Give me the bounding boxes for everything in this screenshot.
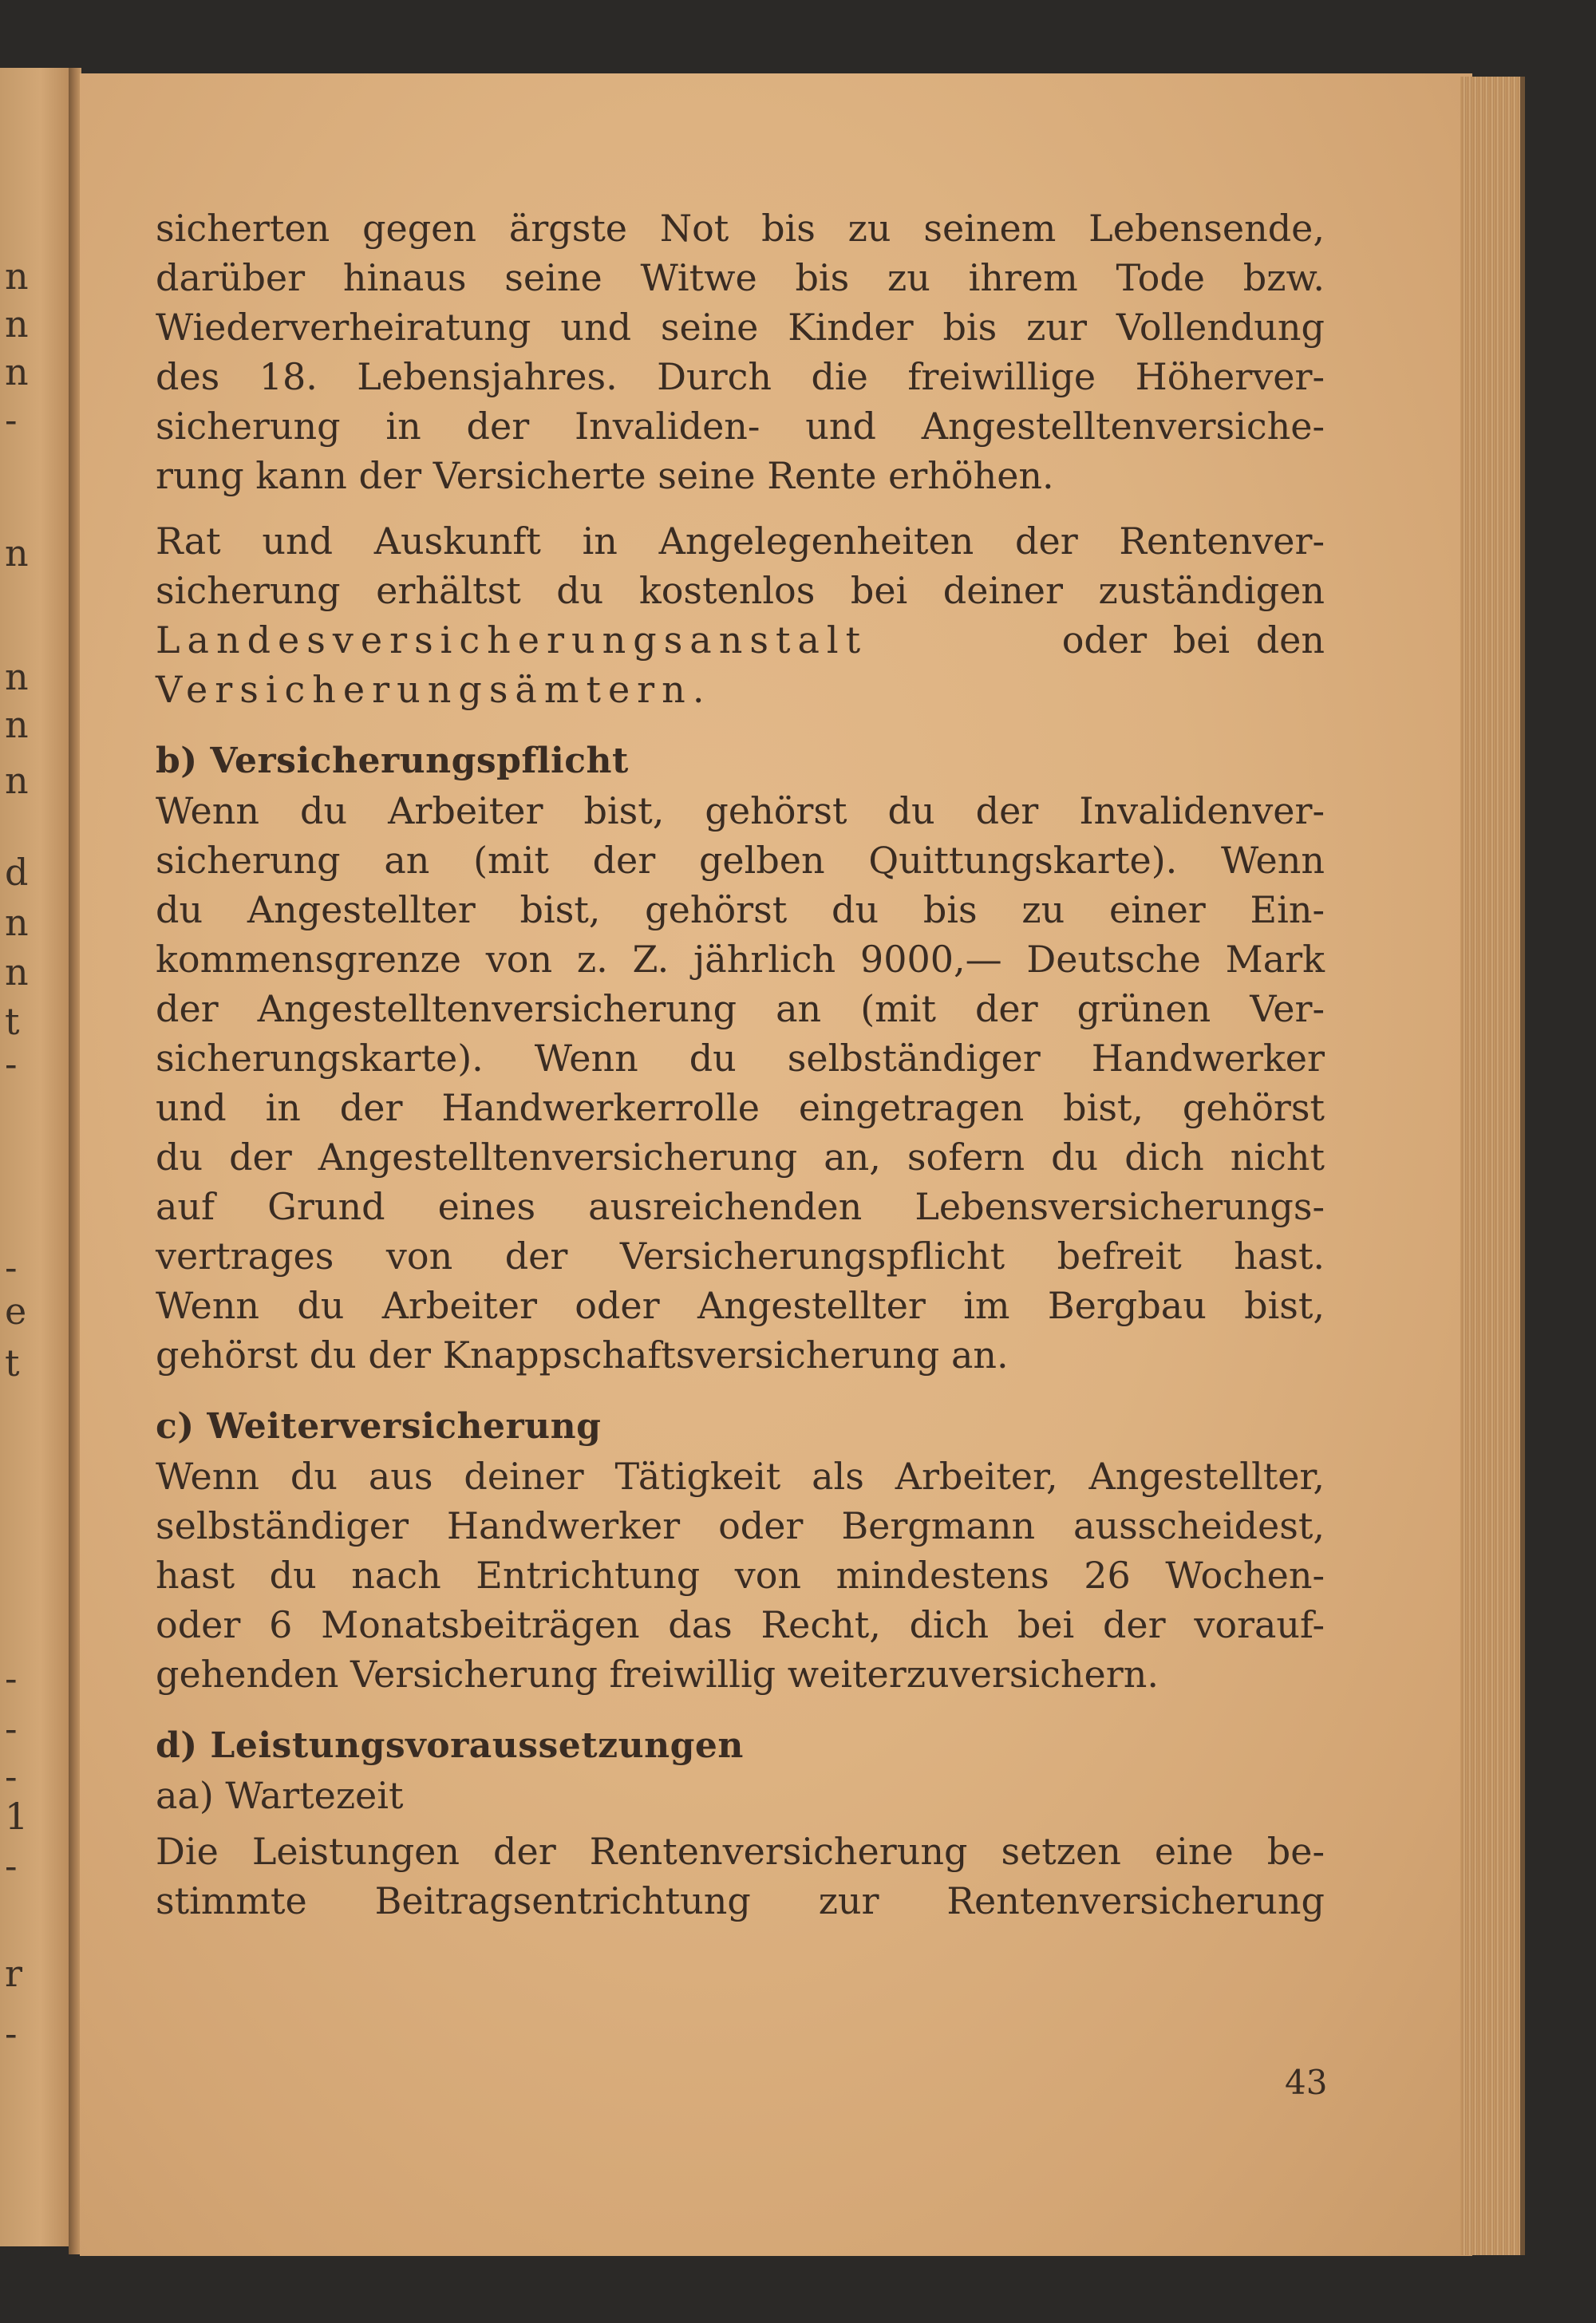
text-line: der Angestelltenversicherung an (mit der grünen Ver- [156,987,1325,1030]
spaced-term: Landesversicherungsanstalt [156,618,868,662]
text-line: sicherung an (mit der gelben Quittungskarte). Wenn [156,839,1325,882]
facing-page-fragment: - [5,1755,18,1798]
facing-page-fragment: 1 [5,1795,29,1838]
text-line: oder 6 Monatsbeiträgen das Recht, dich bei der vorauf- [156,1603,1325,1646]
facing-page-fragment: - [5,1707,18,1750]
facing-page-fragment: n [5,255,29,298]
text-line: auf Grund eines ausreichenden Lebensversicherungs- [156,1185,1325,1228]
text-line: sicherung in der Invaliden- und Angestelltenversiche- [156,405,1325,448]
text-line: Wiederverheiratung und seine Kinder bis zur Vollendung [156,306,1325,349]
page-text [156,203,1325,1926]
facing-page-fragment: n [5,302,29,346]
facing-page-fragment: r [5,1952,22,1995]
page-edges [1460,77,1525,2255]
facing-page-fragment: n [5,655,29,698]
section-heading-b: b) Versicherungspflicht [156,741,629,781]
text-line: Wenn du aus deiner Tätigkeit als Arbeiter, Angestellter, [156,1455,1325,1498]
text-line: Wenn du Arbeiter bist, gehörst du der Invalidenver- [156,789,1325,832]
text-line: vertrages von der Versicherungspflicht befreit hast. [156,1235,1325,1278]
paragraph-advice [156,516,1325,714]
section-body-b [156,786,1325,1380]
facing-page-fragment: - [5,1246,18,1289]
spaced-term: Versicherungsämtern [156,668,693,711]
facing-page-fragment: n [5,531,29,575]
text-line: du der Angestelltenversicherung an, sofern du dich nicht [156,1136,1325,1179]
section-heading-d: d) Leistungsvoraussetzungen [156,1725,744,1766]
facing-page-fragment: - [5,1844,18,1887]
text-line: Rat und Auskunft in Angelegenheiten der Rentenver- [156,520,1325,563]
section-body-c [156,1452,1325,1699]
facing-page-fragment: n [5,759,29,802]
facing-page-fragment: - [5,2012,18,2055]
text-line: gehörst du der Knappschaftsversicherung an. [156,1333,1009,1377]
text-line: Wenn du Arbeiter oder Angestellter im Bergbau bist, [156,1284,1325,1327]
section-body-d [156,1827,1325,1926]
text-line: sicherungskarte). Wenn du selbständiger Handwerker [156,1037,1325,1080]
facing-page-fragment: n [5,950,29,994]
text-line: gehenden Versicherung freiwillig weiterzuversichern. [156,1653,1159,1696]
text-fragment: . [692,668,705,711]
text-line: du Angestellter bist, gehörst du bis zu einer Ein- [156,888,1325,931]
facing-page-edge [0,68,73,2246]
text-line [156,615,1325,665]
facing-page-fragment: d [5,851,29,894]
facing-page-fragment: e [5,1290,27,1333]
text-line: sicherten gegen ärgste Not bis zu seinem Lebensende, [156,207,1325,250]
text-line: stimmte Beitragsentrichtung zur Rentenversicherung [156,1879,1325,1922]
section-heading-c: c) Weiterversicherung [156,1406,602,1447]
facing-page-fragment: t [5,1341,20,1385]
text-line: rung kann der Versicherte seine Rente erhöhen. [156,454,1054,497]
facing-page-fragment: - [5,398,18,441]
text-line: Die Leistungen der Rentenversicherung setzen eine be- [156,1830,1325,1873]
facing-page-fragment: t [5,1000,20,1043]
text-line: und in der Handwerkerrolle eingetragen bist, gehörst [156,1086,1325,1129]
text-line: hast du nach Entrichtung von mindestens 26 Wochen- [156,1554,1325,1597]
page-number: 43 [1285,2063,1328,2102]
text-fragment: oder bei den [1061,618,1325,662]
text-line [156,665,1325,714]
facing-page-fragment: - [5,1042,18,1085]
facing-page-fragment: n [5,703,29,746]
subsection-heading-aa: aa) Wartezeit [156,1774,404,1817]
text-line: des 18. Lebensjahres. Durch die freiwillige Höherver- [156,355,1325,398]
text-line: selbständiger Handwerker oder Bergmann ausscheidest, [156,1504,1325,1547]
text-line: darüber hinaus seine Witwe bis zu ihrem Tode bzw. [156,256,1325,299]
text-line: sicherung erhältst du kostenlos bei deiner zuständigen [156,569,1325,612]
text-line: kommensgrenze von z. Z. jährlich 9000,— Deutsche Mark [156,938,1325,981]
paragraph-pension-benefits [156,203,1325,500]
facing-page-fragment: n [5,901,29,944]
facing-page-fragment: n [5,350,29,393]
facing-page-fragment: - [5,1657,18,1700]
